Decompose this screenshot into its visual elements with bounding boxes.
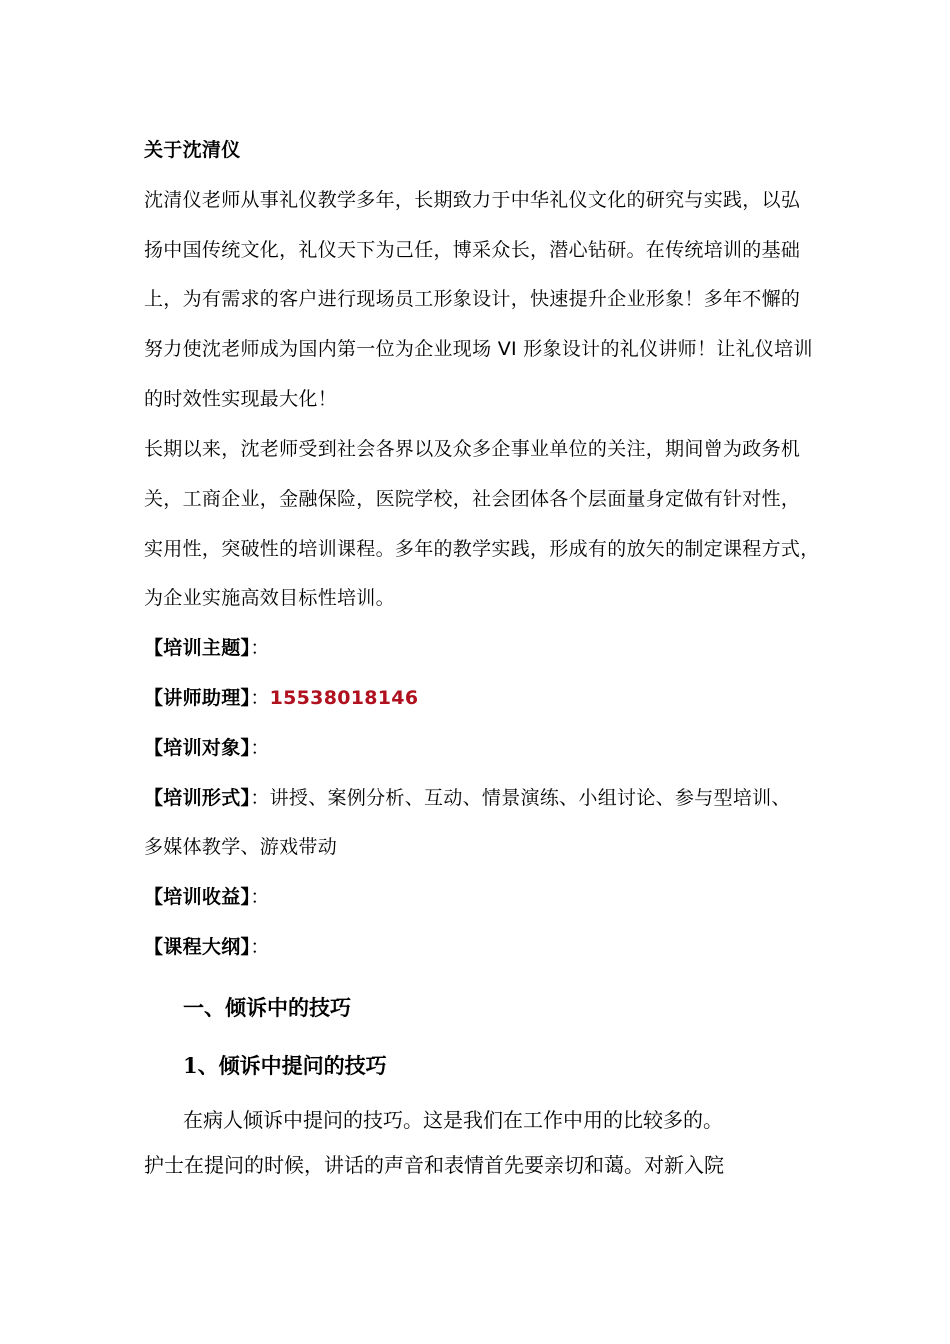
second-line: 关，工商企业，金融保险，医院学校，社会团体各个层面量身定做有针对性， xyxy=(144,488,801,510)
intro-line: 沈清仪老师从事礼仪教学多年，长期致力于中华礼仪文化的研究与实践，以弘 xyxy=(144,189,801,211)
assistant-phone: 15538018146 xyxy=(269,687,419,709)
outline-body-line: 在病人倾诉中提问的技巧。这是我们在工作中用的比较多的。 xyxy=(183,1108,723,1132)
field-label: 【讲师助理】 xyxy=(144,687,251,709)
field-assistant xyxy=(144,673,824,723)
field-label: 【培训形式】 xyxy=(144,787,251,809)
field-label: 【课程大纲】 xyxy=(144,936,251,958)
intro-line: 的时效性实现最大化！ xyxy=(144,388,338,410)
about-title: 关于沈清仪 xyxy=(144,139,241,161)
field-format xyxy=(144,773,824,823)
field-value: ： xyxy=(250,886,270,908)
field-value: ： xyxy=(250,936,270,958)
outline-body-line: 护士在提问的时候，讲话的声音和表情首先要亲切和蔼。对新入院 xyxy=(144,1153,724,1177)
outline-subsection-heading: 1、倾诉中提问的技巧 xyxy=(183,1053,387,1078)
field-benefit xyxy=(144,872,824,922)
field-value: ： xyxy=(250,737,270,759)
field-label: 【培训对象】 xyxy=(144,737,251,759)
intro-line: 扬中国传统文化，礼仪天下为己任，博采众长，潜心钻研。在传统培训的基础 xyxy=(144,239,801,261)
field-value: ： xyxy=(250,637,270,659)
intro-line: 努力使沈老师成为国内第一位为企业现场 VI 形象设计的礼仪讲师！让礼仪培训 xyxy=(144,338,813,360)
second-line: 实用性，突破性的培训课程。多年的教学实践，形成有的放矢的制定课程方式， xyxy=(144,538,820,560)
field-label: 【培训收益】 xyxy=(144,886,251,908)
field-separator: ： xyxy=(250,687,270,709)
intro-line: 上，为有需求的客户进行现场员工形象设计，快速提升企业形象！多年不懈的 xyxy=(144,288,801,310)
field-topic xyxy=(144,623,824,673)
second-line: 为企业实施高效目标性培训。 xyxy=(144,587,395,609)
field-label: 【培训主题】 xyxy=(144,637,251,659)
field-outline xyxy=(144,922,824,972)
outline-section-heading: 一、倾诉中的技巧 xyxy=(183,995,351,1020)
field-audience xyxy=(144,723,824,773)
field-value: ：讲授、案例分析、互动、情景演练、小组讨论、参与型培训、 xyxy=(250,787,791,809)
field-format-continued: 多媒体教学、游戏带动 xyxy=(144,836,338,858)
second-line: 长期以来，沈老师受到社会各界以及众多企事业单位的关注，期间曾为政务机 xyxy=(144,438,801,460)
